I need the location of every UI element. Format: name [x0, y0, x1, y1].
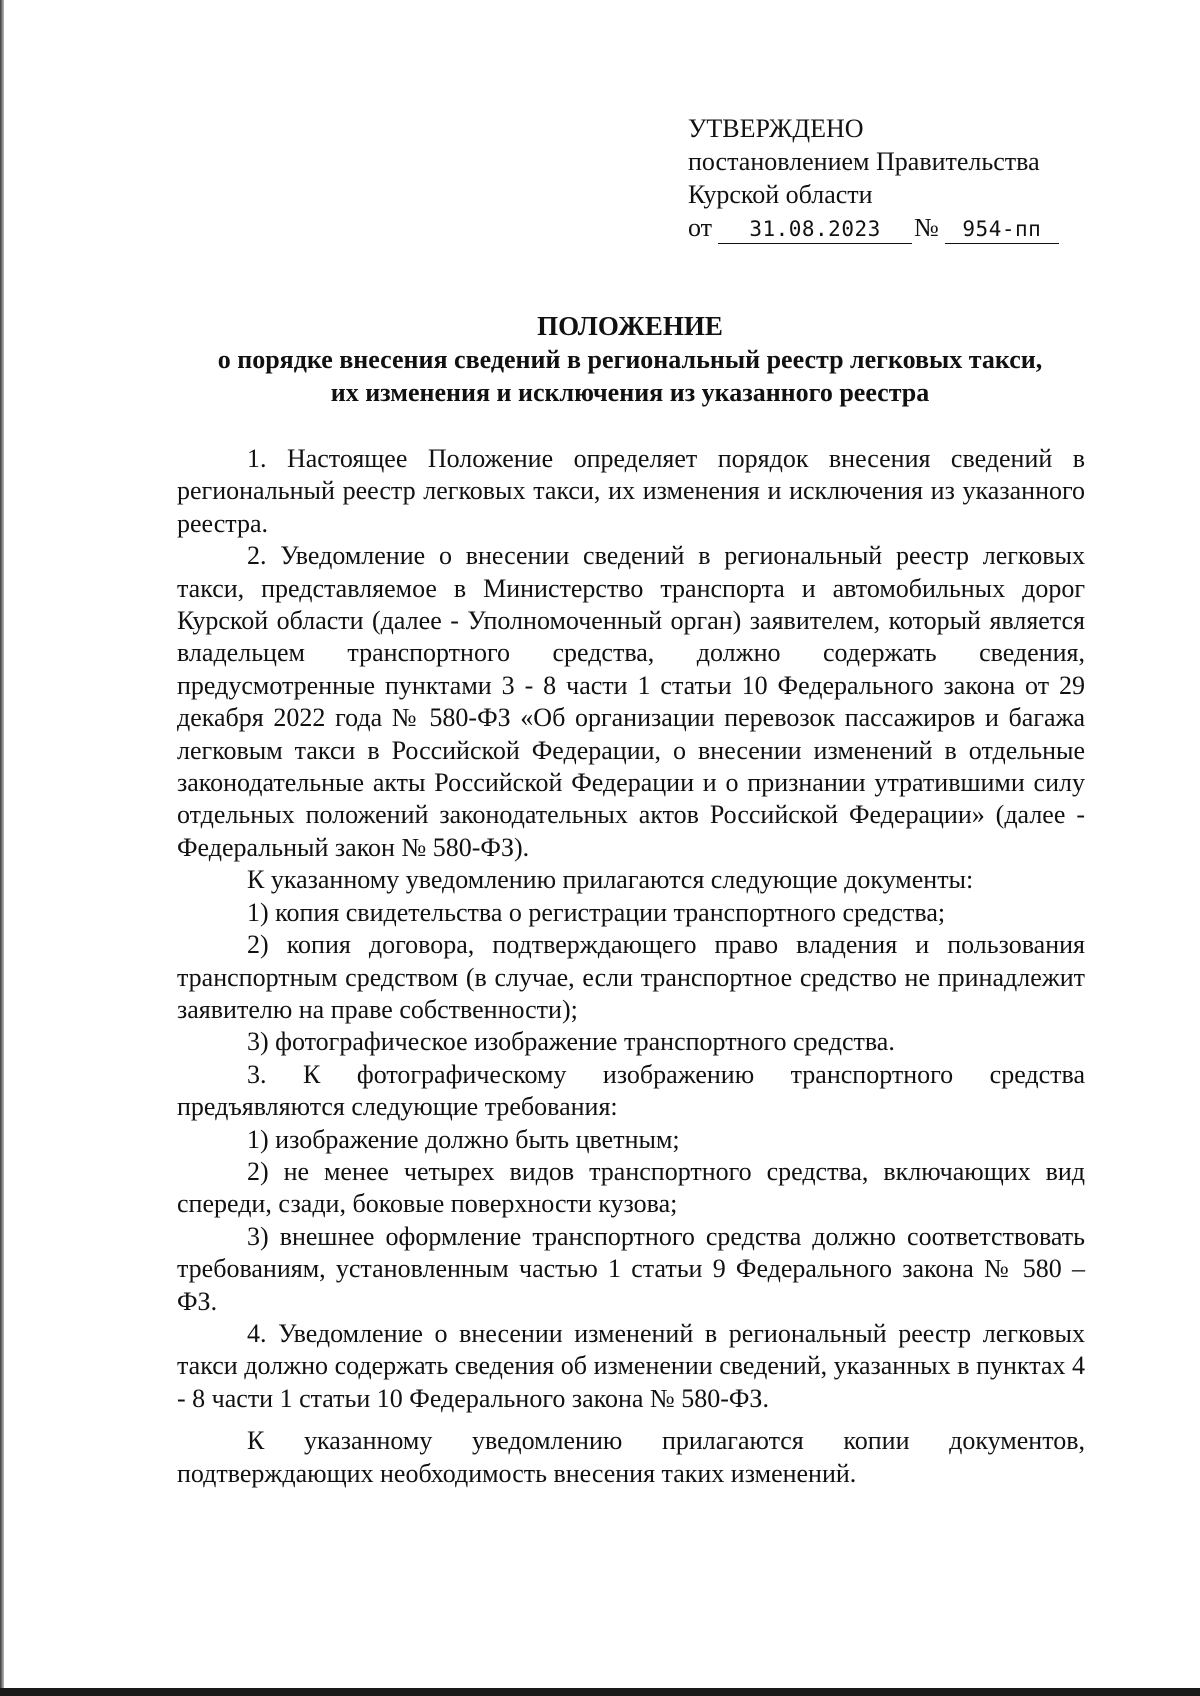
- list-item-1: 1) копия свидетельства о регистрации транспортного средства;: [247, 897, 946, 927]
- paragraph-2: 2. Уведомление о внесении сведений в региональный реестр легковых такси, представляемое в Министерство транспорта и автомобильных дорог Курской области (далее - Уполномоченный орган) заявителем, который является владельцем транспортного средства, должно содержать сведения, предусмотренные пунктами 3 - 8 части 1 статьи 10 Федерального закона от 29 декабря 2022 года № 580-ФЗ «Об организации перевозок пассажиров и багажа легковым такси в Российской Федерации, о внесении изменений в отдельные законодательные акты Российской Федерации и о признании утратившими силу отдельных положений законодательных актов Российской Федерации» (далее - Федеральный закон № 580-ФЗ).: [177, 541, 1085, 862]
- approval-date-row: [688, 211, 1088, 244]
- title-subtitle-line-1: о порядке внесения сведений в региональный реестр легковых такси,: [217, 345, 1043, 374]
- paragraph-3: 3. К фотографическому изображению транспортного средства предъявляются следующие требования:: [177, 1059, 1085, 1122]
- paragraph-1: 1. Настоящее Положение определяет порядок внесения сведений в региональный реестр легковых такси, их изменения и исключения из указанного реестра.: [177, 444, 1085, 538]
- scan-edge-bottom: [0, 1688, 1200, 1696]
- approval-region: Курской области: [688, 180, 873, 209]
- scan-edge-left: [0, 0, 4, 1696]
- document-body: [177, 443, 1085, 1490]
- title-subtitle-line-2: их изменения и исключения из указанного реестра: [330, 378, 930, 407]
- document-title: [160, 310, 1100, 409]
- number-sign: №: [914, 213, 939, 242]
- paragraph-final: К указанному уведомлению прилагаются копии документов, подтверждающих необходимость внесения таких изменений.: [177, 1426, 1085, 1488]
- title-main: ПОЛОЖЕНИЕ: [537, 311, 723, 341]
- date-prefix: от: [688, 213, 713, 242]
- approval-block: [688, 112, 1088, 244]
- paragraph-4: 4. Уведомление о внесении изменений в региональный реестр легковых такси должно содержать сведения об изменении сведений, указанных в пунктах 4 - 8 части 1 статьи 10 Федерального закона № 580-ФЗ.: [177, 1318, 1085, 1413]
- requirement-item-3: 3) внешнее оформление транспортного средства должно соответствовать требованиям, установленным частью 1 статьи 9 Федерального закона № 580 – ФЗ.: [177, 1221, 1085, 1316]
- list-item-2: 2) копия договора, подтверждающего право владения и пользования транспортным средством (в случае, если транспортное средство не принадлежит заявителю на праве собственности);: [177, 930, 1085, 1024]
- requirement-item-2: 2) не менее четырех видов транспортного средства, включающих вид спереди, сзади, боковые поверхности кузова;: [177, 1156, 1085, 1219]
- paragraph-documents-intro: К указанному уведомлению прилагаются следующие документы:: [247, 865, 974, 895]
- list-item-3: 3) фотографическое изображение транспортного средства.: [247, 1027, 895, 1057]
- approval-number: 954-пп: [945, 215, 1059, 244]
- approval-heading: УТВЕРЖДЕНО: [688, 114, 864, 143]
- requirement-item-1: 1) изображение должно быть цветным;: [247, 1124, 680, 1154]
- approval-authority: постановлением Правительства: [688, 147, 1040, 176]
- approval-date: 31.08.2023: [718, 215, 912, 244]
